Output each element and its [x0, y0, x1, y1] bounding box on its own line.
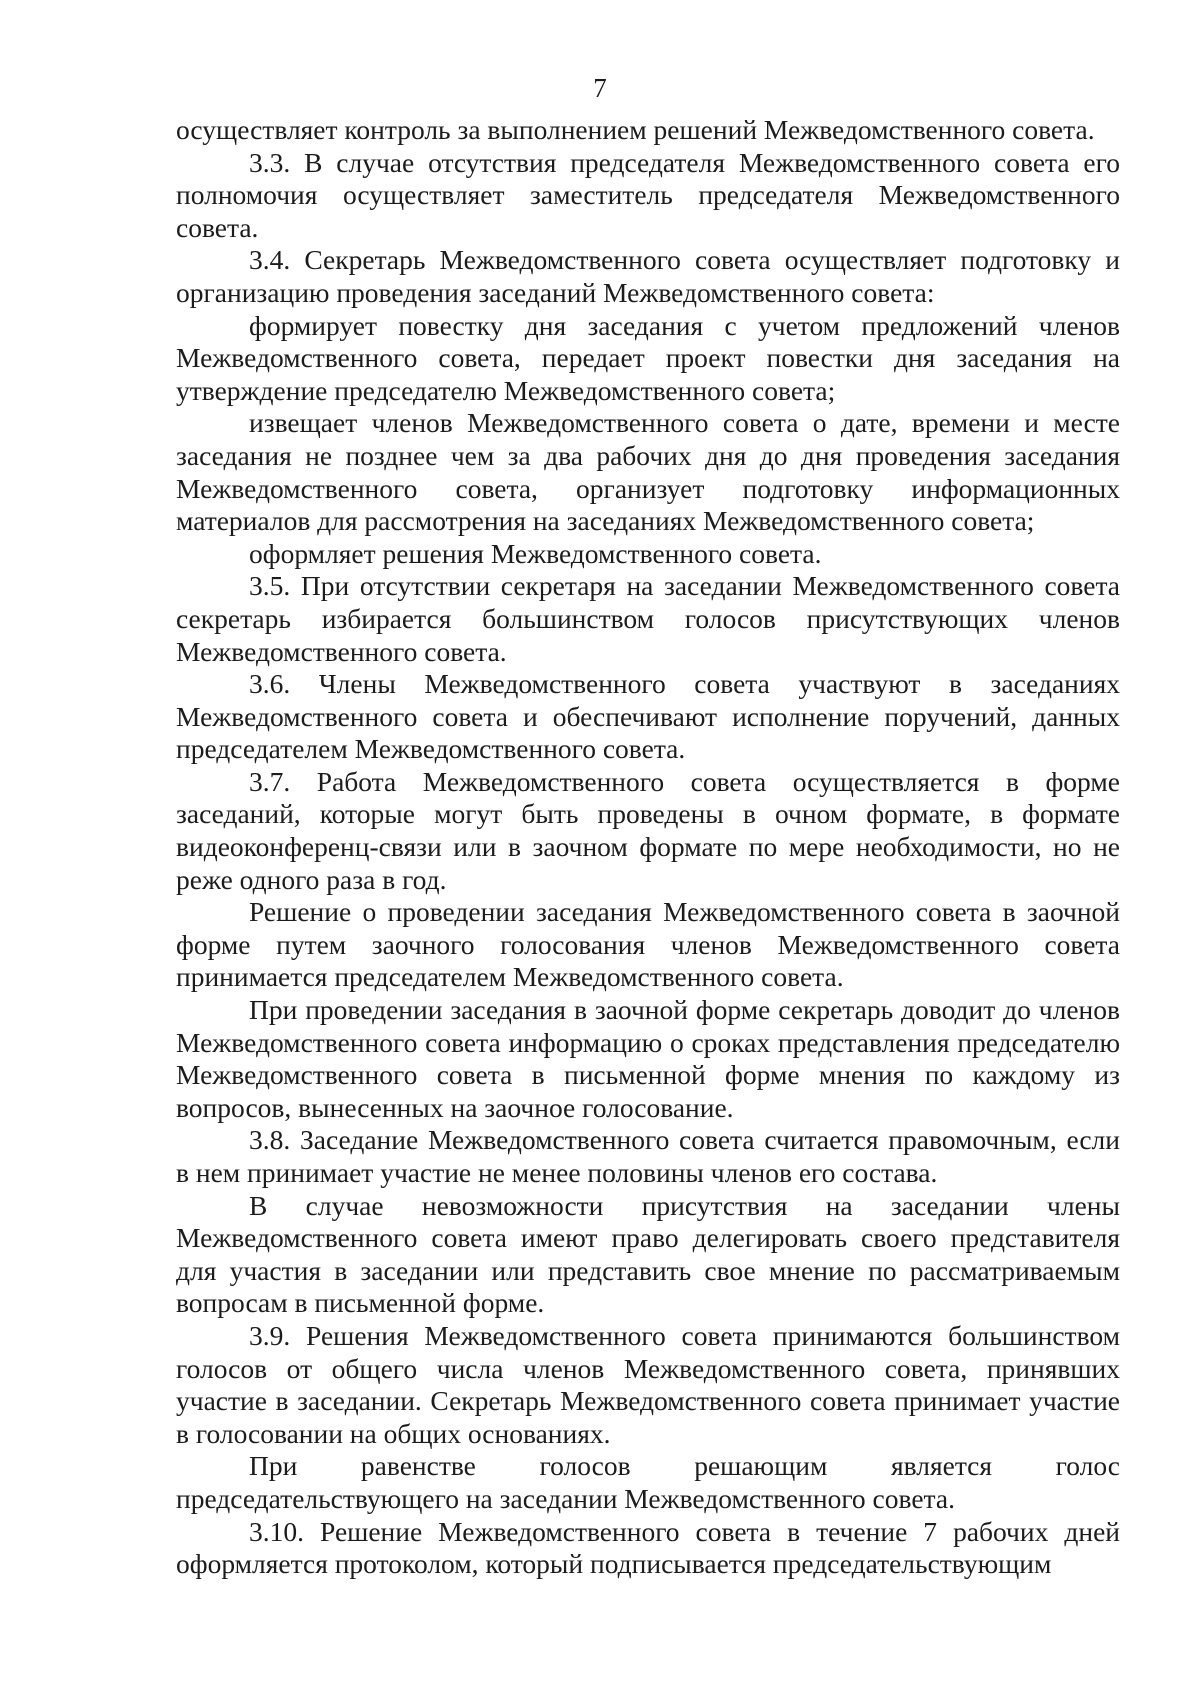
paragraph: Решение о проведении заседания Межведомственного совета в заочной форме путем заочного голосования членов Межведомственного совета принимается председателем Межведомственного совета.: [176, 896, 1120, 993]
paragraph: 3.8. Заседание Межведомственного совета считается правомочным, если в нем принимает участие не менее половины членов его состава.: [176, 1124, 1120, 1188]
paragraph: извещает членов Межведомственного совета о дате, времени и месте заседания не позднее чем за два рабочих дня до дня проведения заседания Межведомственного совета, организует подготовку информационных материалов для рассмотрения на заседаниях Межведомственного совета;: [176, 407, 1120, 537]
page-number: 7: [593, 73, 607, 103]
paragraph: 3.7. Работа Межведомственного совета осуществляется в форме заседаний, которые могут быть проведены в очном формате, в формате видеоконференц-связи или в заочном формате по мере необходимости, но не реже одного раза в год.: [176, 765, 1120, 895]
paragraph: В случае невозможности присутствия на заседании члены Межведомственного совета имеют право делегировать своего представителя для участия в заседании или представить свое мнение по рассматриваемым вопросам в письменной форме.: [176, 1189, 1120, 1319]
paragraph: оформляет решения Межведомственного совета.: [249, 537, 822, 569]
paragraph: 3.3. В случае отсутствия председателя Межведомственного совета его полномочия осуществляет заместитель председателя Межведомственного совета.: [176, 146, 1120, 243]
paragraph: При проведении заседания в заочной форме секретарь доводит до членов Межведомственного совета информацию о сроках представления председателю Межведомственного совета в письменной форме мнения по каждому из вопросов, вынесенных на заочное голосование.: [176, 994, 1120, 1123]
document-body: [176, 114, 1120, 1581]
paragraph: 3.6. Члены Межведомственного совета участвуют в заседаниях Межведомственного совета и обеспечивают исполнение поручений, данных председателем Межведомственного совета.: [176, 668, 1120, 765]
paragraph: 3.9. Решения Межведомственного совета принимаются большинством голосов от общего числа членов Межведомственного совета, принявших участие в заседании. Секретарь Межведомственного совета принимает участие в голосовании на общих основаниях.: [176, 1319, 1120, 1449]
paragraph: 3.5. При отсутствии секретаря на заседании Межведомственного совета секретарь избирается большинством голосов присутствующих членов Межведомственного совета.: [176, 570, 1120, 667]
paragraph: формирует повестку дня заседания с учетом предложений членов Межведомственного совета, передает проект повестки дня заседания на утверждение председателю Межведомственного совета;: [176, 309, 1120, 406]
paragraph: 3.4. Секретарь Межведомственного совета осуществляет подготовку и организацию проведения заседаний Межведомственного совета:: [176, 244, 1120, 308]
paragraph: 3.10. Решение Межведомственного совета в течение 7 рабочих дней оформляется протоколом, который подписывается председательствующим: [176, 1515, 1120, 1580]
paragraph: осуществляет контроль за выполнением решений Межведомственного совета.: [176, 114, 1095, 145]
paragraph: При равенстве голосов решающим является голос председательствующего на заседании Межведомственного совета.: [176, 1450, 1120, 1514]
